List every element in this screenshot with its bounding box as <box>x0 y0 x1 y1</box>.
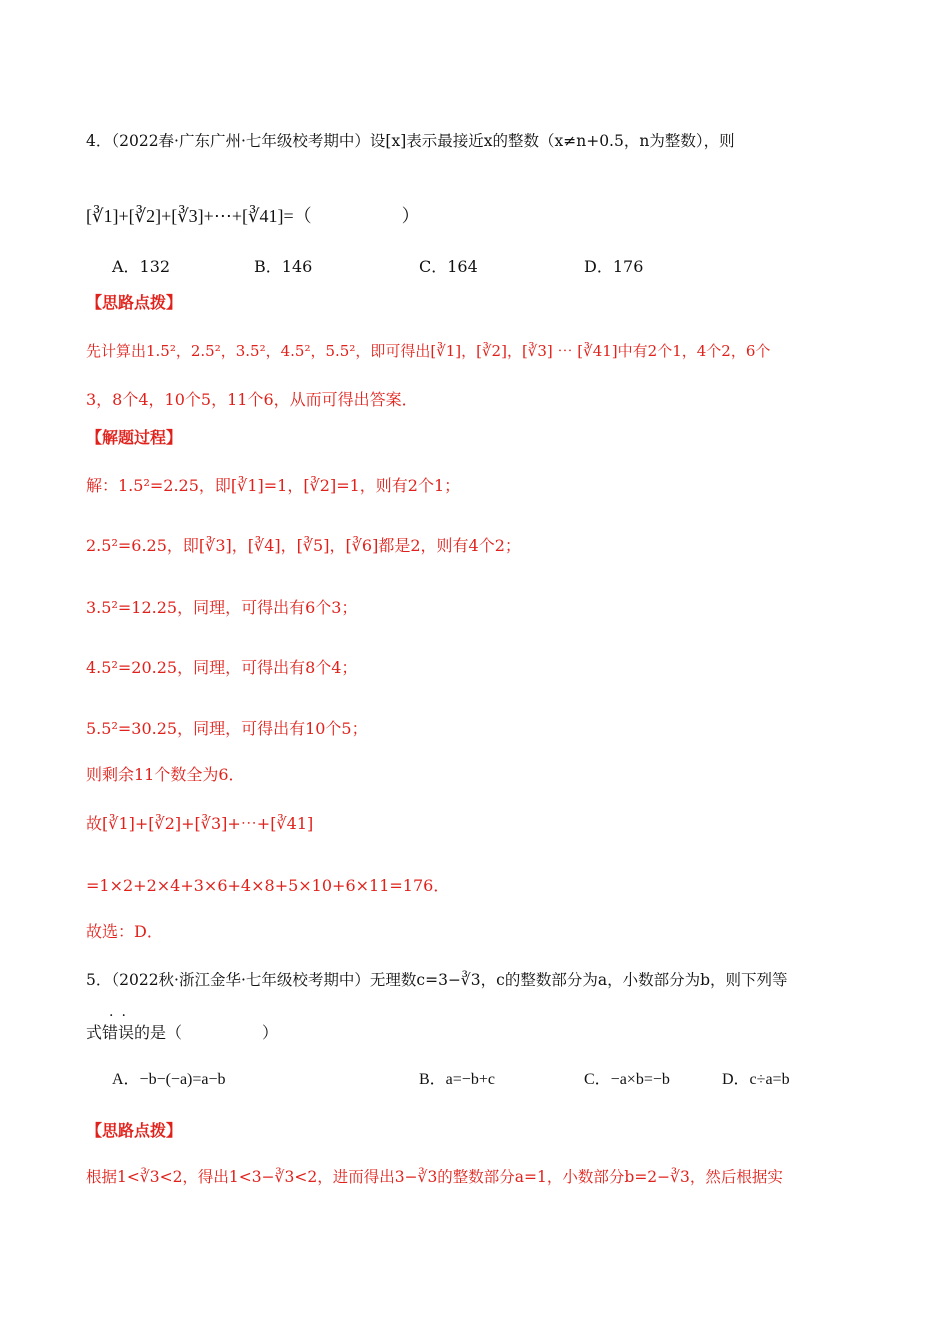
q4-solution-line-8: =1×2+2×4+3×6+4×8+5×10+6×11=176． <box>86 876 450 895</box>
q4-hint-title: 【思路点拨】 <box>86 293 183 312</box>
q4-solution-line-7: 故[∛1]+[∛2]+[∛3]+⋯+[∛41] <box>86 814 314 833</box>
q4-stem: 4．（2022春·广东广州·七年级校考期中）设[x]表示最接近x的整数（x≠n+0.5，n为整数），则 <box>86 132 735 150</box>
q4-option-c: C．164 <box>419 257 478 276</box>
q5-hint-title: 【思路点拨】 <box>86 1121 183 1140</box>
q4-option-a: A．132 <box>112 257 171 276</box>
q4-answer: 故选：D． <box>86 922 163 941</box>
q4-hint-line-2: 3，8个4，10个5，11个6，从而可得出答案． <box>86 390 418 409</box>
q5-option-c: C．−a×b=−b <box>584 1071 670 1088</box>
q4-solution-line-6: 则剩余11个数全为6． <box>86 765 245 784</box>
q4-solution-line-2: 2.5²=6.25，即[∛3]，[∛4]，[∛5]，[∛6]都是2，则有4个2； <box>86 536 521 555</box>
q4-solution-line-4: 4.5²=20.25，同理，可得出有8个4； <box>86 658 358 677</box>
q4-solution-line-3: 3.5²=12.25，同理，可得出有6个3； <box>86 598 358 617</box>
emphasis-dots: .. <box>109 1004 134 1020</box>
q5-option-a: A．−b−(−a)=a−b <box>112 1071 226 1088</box>
q5-option-b: B．a=−b+c <box>419 1071 495 1088</box>
q4-option-d: D．176 <box>584 257 644 276</box>
q5-option-d: D．c÷a=b <box>722 1071 790 1088</box>
q5-stem-line-2: 式错误的是（ ） <box>86 1023 279 1042</box>
q5-hint-line-1: 根据1<∛3<2，得出1<3−∛3<2，进而得出3−∛3的整数部分a=1，小数部分b=2−∛3，然后根据实 <box>86 1168 783 1186</box>
q5-stem-line-1: 5．（2022秋·浙江金华·七年级校考期中）无理数c=3−∛3，c的整数部分为a，小数部分为b，则下列等 <box>86 971 788 989</box>
q4-option-b: B．146 <box>254 257 313 276</box>
q4-hint-line-1: 先计算出1.5²，2.5²，3.5²，4.5²，5.5²，即可得出[∛1]，[∛2]，[∛3] ⋯ [∛41]中有2个1，4个2，6个 <box>86 342 771 360</box>
q4-solution-line-5: 5.5²=30.25，同理，可得出有10个5； <box>86 719 368 738</box>
q4-expression: [∛1]+[∛2]+[∛3]+⋯+[∛41]=（ ） <box>86 206 420 226</box>
q4-solution-title: 【解题过程】 <box>86 428 183 447</box>
q4-solution-line-1: 解：1.5²=2.25，即[∛1]=1，[∛2]=1，则有2个1； <box>86 476 461 495</box>
